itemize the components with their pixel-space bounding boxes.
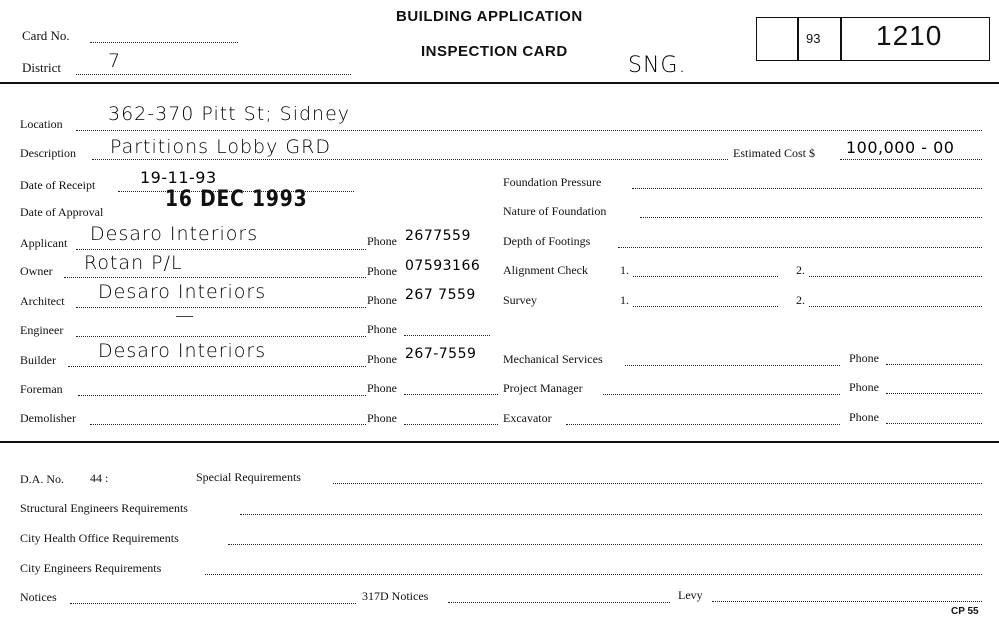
form-title: BUILDING APPLICATION bbox=[396, 8, 583, 25]
builder-field[interactable] bbox=[68, 366, 366, 367]
special-requirements-label: Special Requirements bbox=[196, 470, 301, 484]
owner-value: Rotan P/L bbox=[84, 252, 183, 274]
description-label: Description bbox=[20, 146, 76, 160]
engineer-label: Engineer bbox=[20, 323, 64, 337]
foreman-field[interactable] bbox=[78, 395, 366, 396]
depth-footings-label: Depth of Footings bbox=[503, 234, 591, 248]
levy-label: Levy bbox=[678, 588, 703, 602]
engineer-field[interactable] bbox=[76, 336, 366, 337]
card-no-label: Card No. bbox=[22, 28, 70, 43]
project-manager-label: Project Manager bbox=[503, 381, 583, 395]
architect-field[interactable] bbox=[76, 307, 366, 308]
date-receipt-label: Date of Receipt bbox=[20, 178, 96, 192]
mechanical-services-label: Mechanical Services bbox=[503, 352, 603, 366]
card-number: 1210 bbox=[876, 20, 943, 51]
survey-2-label: 2. bbox=[796, 293, 805, 307]
survey-1-field[interactable] bbox=[633, 306, 778, 307]
foreman-phone-label: Phone bbox=[367, 381, 397, 395]
structural-label: Structural Engineers Requirements bbox=[20, 501, 188, 515]
description-value: Partitions Lobby GRD bbox=[110, 136, 331, 158]
survey-1-label: 1. bbox=[620, 293, 629, 307]
architect-label: Architect bbox=[20, 294, 65, 308]
description-field[interactable] bbox=[92, 159, 728, 160]
owner-label: Owner bbox=[20, 264, 53, 278]
da-no-label: D.A. No. bbox=[20, 472, 64, 486]
notices-317d-field[interactable] bbox=[448, 602, 670, 603]
form-code: CP 55 bbox=[951, 606, 979, 617]
excavator-label: Excavator bbox=[503, 411, 552, 425]
location-value: 362-370 Pitt St; Sidney bbox=[108, 103, 351, 125]
mechanical-phone-field[interactable] bbox=[886, 364, 982, 365]
foundation-pressure-label: Foundation Pressure bbox=[503, 175, 602, 189]
applicant-field[interactable] bbox=[76, 249, 366, 250]
architect-value: Desaro Interiors bbox=[98, 281, 267, 303]
demolisher-phone-label: Phone bbox=[367, 411, 397, 425]
notices-317d-label: 317D Notices bbox=[362, 589, 429, 603]
date-approval-label: Date of Approval bbox=[20, 205, 104, 219]
depth-footings-field[interactable] bbox=[618, 247, 982, 248]
notices-field[interactable] bbox=[70, 603, 356, 604]
card-no-field[interactable] bbox=[90, 42, 238, 43]
nature-foundation-field[interactable] bbox=[640, 217, 982, 218]
foundation-pressure-field[interactable] bbox=[632, 188, 982, 189]
builder-value: Desaro Interiors bbox=[98, 340, 267, 362]
project-manager-field[interactable] bbox=[603, 394, 840, 395]
pm-phone-field[interactable] bbox=[886, 393, 982, 394]
card-prefix: 93 bbox=[806, 31, 821, 46]
estimated-cost-field[interactable] bbox=[840, 159, 982, 160]
form-subtitle: INSPECTION CARD bbox=[421, 43, 568, 60]
builder-phone-label: Phone bbox=[367, 352, 397, 366]
health-label: City Health Office Requirements bbox=[20, 531, 179, 545]
applicant-phone-value: 2677559 bbox=[405, 228, 471, 244]
mechanical-services-field[interactable] bbox=[625, 365, 840, 366]
header-rule bbox=[0, 82, 999, 84]
survey-label: Survey bbox=[503, 293, 537, 307]
health-field[interactable] bbox=[228, 544, 982, 545]
district-value: 7 bbox=[108, 50, 122, 72]
excavator-phone-label: Phone bbox=[849, 410, 879, 424]
box-divider bbox=[840, 17, 842, 61]
box-divider bbox=[797, 17, 799, 61]
alignment-2-label: 2. bbox=[796, 263, 805, 277]
applicant-value: Desaro Interiors bbox=[90, 223, 259, 245]
da-no-value: 44 : bbox=[90, 471, 109, 485]
city-engineers-label: City Engineers Requirements bbox=[20, 561, 162, 575]
excavator-phone-field[interactable] bbox=[886, 423, 982, 424]
levy-field[interactable] bbox=[712, 601, 982, 602]
builder-phone-value: 267-7559 bbox=[405, 346, 477, 362]
alignment-1-label: 1. bbox=[620, 263, 629, 277]
section-rule bbox=[0, 441, 999, 443]
engineer-phone-label: Phone bbox=[367, 322, 397, 336]
alignment-2-field[interactable] bbox=[809, 276, 982, 277]
engineer-value: — bbox=[175, 305, 195, 327]
special-requirements-field[interactable] bbox=[333, 483, 982, 484]
location-label: Location bbox=[20, 117, 63, 131]
owner-phone-value: 07593166 bbox=[405, 258, 481, 274]
estimated-cost-value: 100,000 - 00 bbox=[846, 138, 955, 157]
mechanical-phone-label: Phone bbox=[849, 351, 879, 365]
district-label: District bbox=[22, 60, 61, 75]
notices-label: Notices bbox=[20, 590, 57, 604]
location-field[interactable] bbox=[76, 130, 982, 131]
demolisher-label: Demolisher bbox=[20, 411, 76, 425]
applicant-label: Applicant bbox=[20, 236, 68, 250]
approval-date-stamp: 16 DEC 1993 bbox=[165, 187, 308, 212]
estimated-cost-label: Estimated Cost $ bbox=[733, 146, 815, 160]
owner-field[interactable] bbox=[64, 277, 366, 278]
pm-phone-label: Phone bbox=[849, 380, 879, 394]
excavator-field[interactable] bbox=[566, 424, 840, 425]
demolisher-phone-field[interactable] bbox=[404, 424, 498, 425]
engineer-phone-field[interactable] bbox=[404, 335, 490, 336]
applicant-phone-label: Phone bbox=[367, 234, 397, 248]
initials-handwritten: SNG. bbox=[628, 53, 687, 78]
foreman-label: Foreman bbox=[20, 382, 63, 396]
nature-foundation-label: Nature of Foundation bbox=[503, 204, 607, 218]
structural-field[interactable] bbox=[240, 514, 982, 515]
card-number-box bbox=[756, 17, 990, 61]
date-receipt-value: 19-11-93 bbox=[140, 168, 217, 187]
alignment-check-label: Alignment Check bbox=[503, 263, 588, 277]
builder-label: Builder bbox=[20, 353, 56, 367]
foreman-phone-field[interactable] bbox=[404, 394, 498, 395]
alignment-1-field[interactable] bbox=[633, 276, 778, 277]
architect-phone-value: 267 7559 bbox=[405, 287, 476, 303]
city-engineers-field[interactable] bbox=[205, 574, 982, 575]
architect-phone-label: Phone bbox=[367, 293, 397, 307]
district-field[interactable] bbox=[76, 74, 351, 75]
survey-2-field[interactable] bbox=[809, 306, 982, 307]
demolisher-field[interactable] bbox=[90, 424, 366, 425]
owner-phone-label: Phone bbox=[367, 264, 397, 278]
